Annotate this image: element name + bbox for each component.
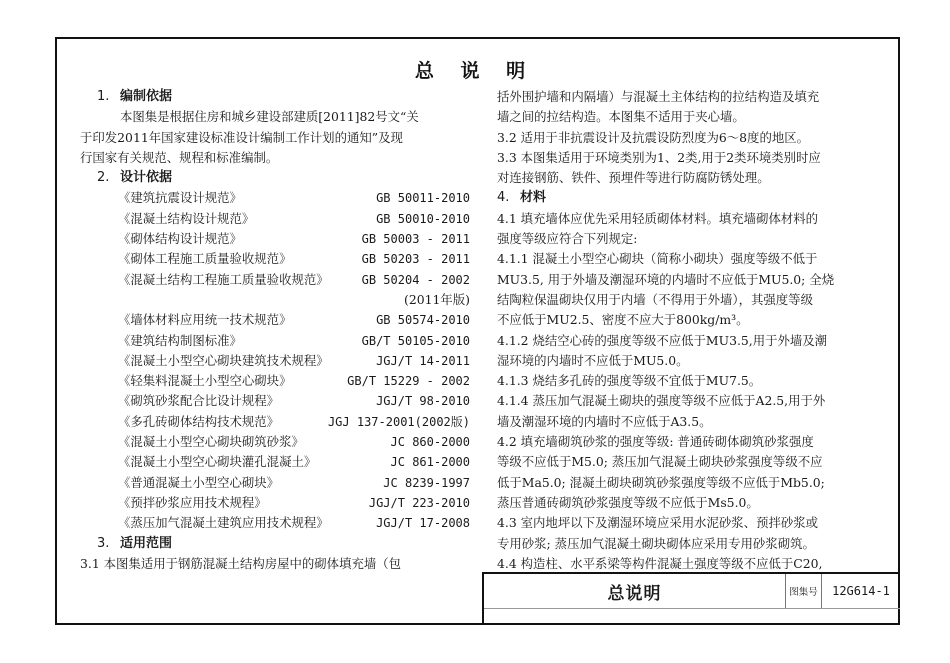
paragraph-line: 结陶粒保温砌块仅用于内墙（不得用于外墙），其强度等级 — [497, 291, 813, 307]
reference-item: 《多孔砖砌体结构技术规范》 JGJ 137-2001(2002版) — [118, 413, 470, 429]
atlas-number: 12G614-1 — [832, 584, 890, 598]
paragraph-line: 对连接钢筋、铁件、预埋件等进行防腐防锈处理。 — [497, 170, 770, 186]
document-title: 总 说 明 — [414, 60, 536, 82]
paragraph-line: 4.1.2 烧结空心砖的强度等级不应低于MU3.5,用于外墙及潮 — [497, 332, 828, 348]
paragraph-line: 4.1.4 蒸压加气混凝土砌块的强度等级不应低于A2.5,用于外 — [497, 393, 826, 409]
paragraph-line: MU3.5, 用于外墙及潮湿环境的内墙时不应低于MU5.0; 全烧 — [497, 271, 835, 287]
paragraph-line: 4.1.1 混凝土小型空心砌块（简称小砌块）强度等级不低于 — [497, 251, 818, 267]
paragraph-line: 3.3 本图集适用于环境类别为1、2类,用于2类环境类别时应 — [497, 149, 821, 165]
paragraph-line: 等级不应低于M5.0; 蒸压加气混凝土砌块砂浆强度等级不应 — [497, 454, 823, 470]
paragraph-line: 湿环境的内墙时不应低于MU5.0。 — [497, 352, 689, 368]
paragraph-line: 墙之间的拉结构造。本图集不适用于夹心墙。 — [497, 109, 745, 125]
paragraph-line: 4.2 填充墙砌筑砂浆的强度等级: 普通砖砌体砌筑砂浆强度 — [497, 434, 814, 450]
section-number: 3. — [97, 535, 110, 551]
paragraph-line: 括外围护墙和内隔墙）与混凝土主体结构的拉结构造及填充 — [497, 89, 820, 104]
reference-item: 《混凝土结构工程施工质量验收规范》 GB 50204 - 2002 — [118, 271, 470, 287]
reference-item: 《建筑结构制图标准》 GB/T 50105-2010 — [118, 332, 470, 348]
reference-item: 《混凝土小型空心砌块建筑技术规程》 JGJ/T 14-2011 — [118, 352, 470, 368]
section-number: 2. — [97, 170, 110, 186]
reference-item: 《预拌砂浆应用技术规程》 JGJ/T 223-2010 — [118, 494, 470, 510]
section-2-heading: 2. 设计依据 — [80, 168, 470, 188]
paragraph-line: 行国家有关规范、规程和标准编制。 — [80, 149, 279, 165]
paragraph-line: 3.2 适用于非抗震设计及抗震设防烈度为6～8度的地区。 — [497, 129, 810, 145]
section-number: 4. — [497, 190, 510, 206]
paragraph-line: 墙及潮湿环境的内墙时不应低于A3.5。 — [497, 413, 712, 429]
title-block — [482, 572, 900, 625]
reference-item: 《建筑抗震设计规范》 GB 50011-2010 — [118, 190, 470, 206]
paragraph-line: 4.3 室内地坪以下及潮湿环境应采用水泥砂浆、预拌砂浆或 — [497, 515, 819, 531]
paragraph-line: 本图集是根据住房和城乡建设部建质[2011]82号文“关 — [120, 109, 419, 125]
right-column — [497, 87, 897, 574]
section-4-heading: 4. 材料 — [497, 188, 897, 208]
paragraph-line: 低于Ma5.0; 混凝土砌块砌筑砂浆强度等级不应低于Mb5.0; — [497, 474, 825, 490]
paragraph-line: 强度等级应符合下列规定: — [497, 231, 638, 247]
title-block-row — [484, 574, 900, 609]
reference-item: 《混凝土小型空心砌块灌孔混凝土》 JC 861-2000 — [118, 454, 470, 470]
paragraph-line: 4.4 构造柱、水平系梁等构件混凝土强度等级不应低于C20, — [497, 555, 823, 571]
paragraph-line: 于印发2011年国家建设标准设计编制工作计划的通知”及现 — [80, 129, 403, 145]
paragraph-line: 4.1 填充墙体应优先采用轻质砌体材料。填充墙砌体材料的 — [497, 210, 819, 226]
reference-item: 《混凝土结构设计规范》 GB 50010-2010 — [118, 210, 470, 226]
reference-item: 《墙体材料应用统一技术规范》 GB 50574-2010 — [118, 312, 470, 328]
reference-item: 《砌筑砂浆配合比设计规程》 JGJ/T 98-2010 — [118, 393, 470, 409]
reference-item: 《蒸压加气混凝土建筑应用技术规程》 JGJ/T 17-2008 — [118, 515, 470, 531]
section-3-heading: 3. 适用范围 — [80, 534, 470, 554]
paragraph-line: 专用砂浆; 蒸压加气混凝土砌块砌体应采用专用砂浆砌筑。 — [497, 535, 815, 551]
section-1-heading: 1. 编制依据 — [80, 87, 470, 107]
section-number: 1. — [97, 89, 110, 104]
paragraph-line: 不应低于MU2.5、密度不应大于800kg/m³。 — [497, 312, 749, 328]
atlas-number-label: 图集号 — [786, 574, 822, 608]
paragraph-line: 3.1 本图集适用于钢筋混凝土结构房屋中的砌体填充墙（包 — [80, 555, 402, 571]
reference-item: 《砌体结构设计规范》 GB 50003 - 2011 — [118, 231, 470, 247]
reference-item: 《混凝土小型空心砌块砌筑砂浆》 JC 860-2000 — [118, 434, 470, 450]
left-column — [80, 87, 470, 574]
reference-edition-note: (2011年版) — [404, 291, 470, 307]
reference-item: 《轻集料混凝土小型空心砌块》 GB/T 15229 - 2002 — [118, 373, 470, 389]
drawing-name: 总说明 — [484, 574, 786, 608]
reference-item: 《砌体工程施工质量验收规范》 GB 50203 - 2011 — [118, 251, 470, 267]
paragraph-line: 蒸压普通砖砌筑砂浆强度等级不应低于Ms5.0。 — [497, 494, 759, 510]
paragraph-line: 4.1.3 烧结多孔砖的强度等级不宜低于MU7.5。 — [497, 373, 762, 389]
reference-item: 《普通混凝土小型空心砌块》 JC 8239-1997 — [118, 474, 470, 490]
